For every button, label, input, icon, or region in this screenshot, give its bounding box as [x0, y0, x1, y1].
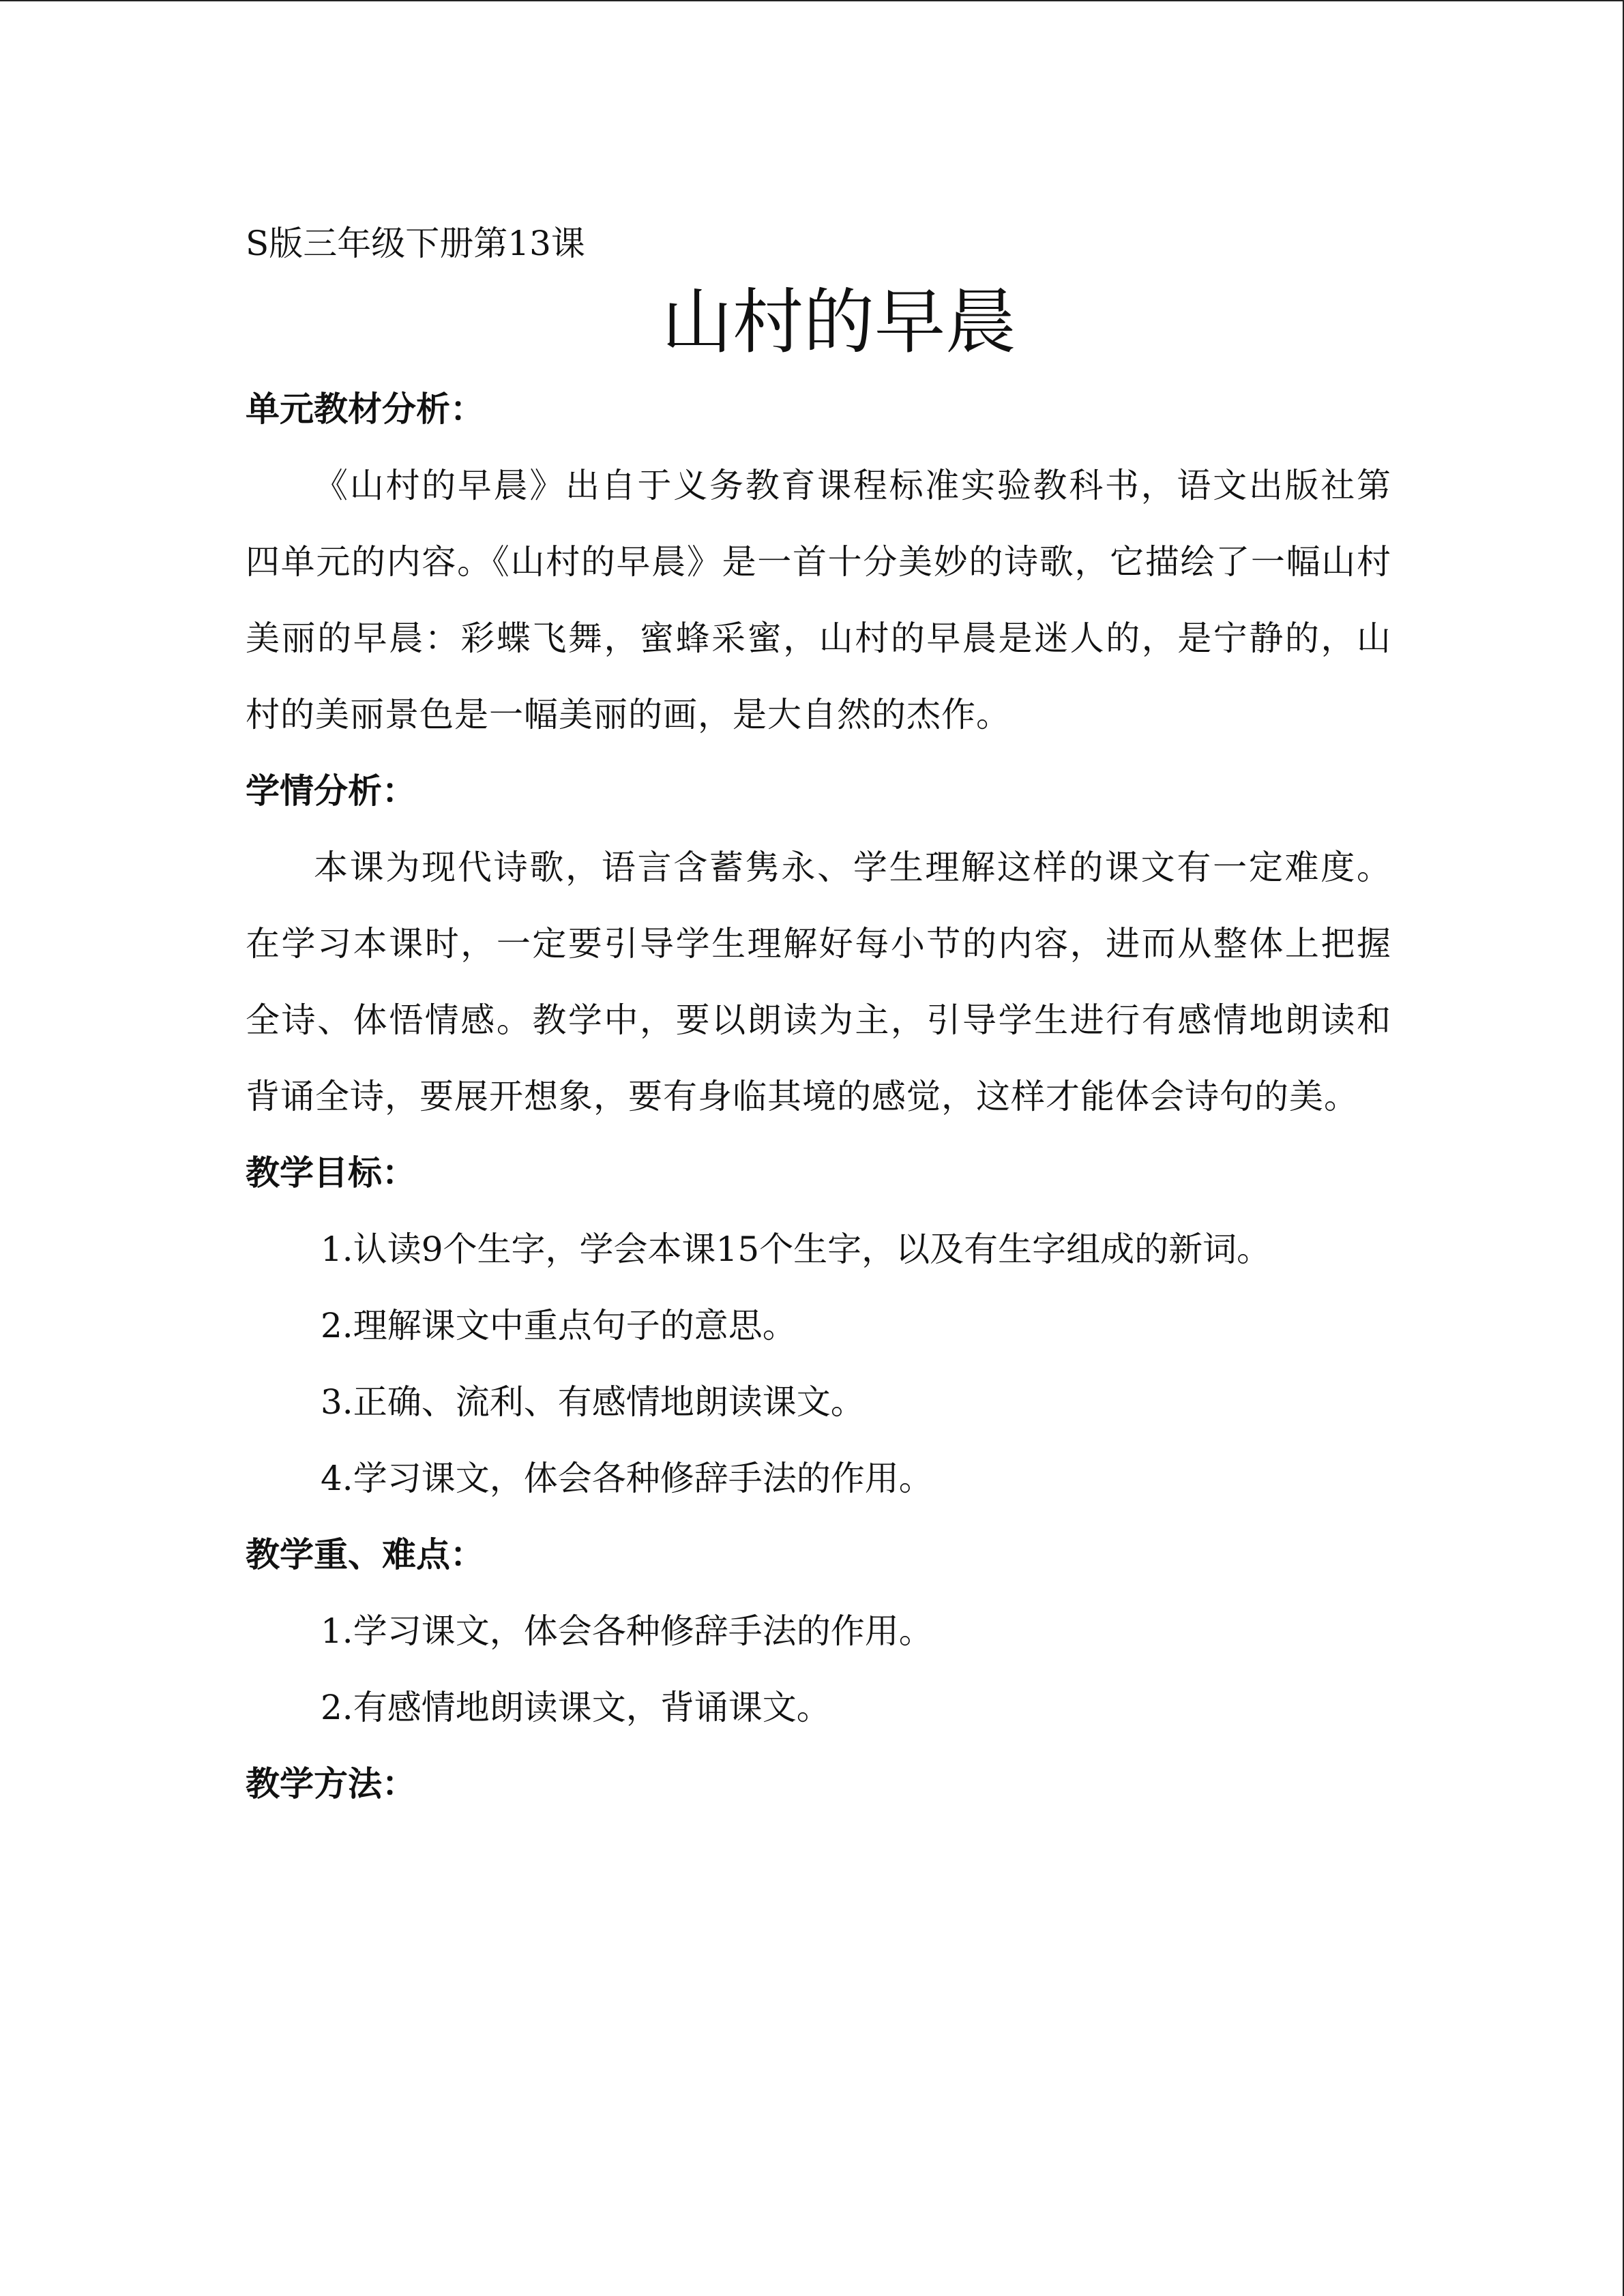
lesson-title: 山村的早晨	[661, 280, 1016, 363]
paragraph-unit-analysis: 《山村的早晨》出自于义务教育课程标准实验教科书，语文出版社第四单元的内容。《山村的早晨》是一首十分美妙的诗歌，它描绘了一幅山村美丽的早晨：彩蝶飞舞，蜜蜂采蜜，山村的早晨是迷人的，是宁静的，山村的美丽景色是一幅美丽的画，是大自然的杰作。	[246, 466, 1391, 734]
objective-item-1: 1.认读9个生字，学会本课15个生字，以及有生字组成的新词。	[321, 1229, 1271, 1269]
objective-item-2: 2.理解课文中重点句子的意思。	[321, 1306, 797, 1345]
section-heading-learning-analysis: 学情分析：	[246, 771, 416, 811]
section-heading-objectives: 教学目标：	[246, 1153, 416, 1193]
section-heading-unit-analysis: 单元教材分析：	[246, 389, 484, 429]
section-heading-key-points: 教学重、难点：	[246, 1535, 484, 1575]
paragraph-learning-analysis: 本课为现代诗歌，语言含蓄隽永、学生理解这样的课文有一定难度。在学习本课时，一定要引导学生理解好每小节的内容，进而从整体上把握全诗、体悟情感。教学中，要以朗读为主，引导学生进行有感情地朗读和背诵全诗，要展开想象，要有身临其境的感觉，这样才能体会诗句的美。	[246, 848, 1391, 1116]
objective-item-3: 3.正确、流利、有感情地朗读课文。	[321, 1382, 865, 1422]
section-heading-methods: 教学方法：	[246, 1764, 416, 1804]
key-point-item-1: 1.学习课文，体会各种修辞手法的作用。	[321, 1611, 933, 1651]
key-point-item-2: 2.有感情地朗读课文，背诵课文。	[321, 1688, 831, 1727]
lesson-subtitle: S版三年级下册第13课	[246, 224, 585, 263]
document-content	[246, 213, 1391, 1822]
objective-item-4: 4.学习课文，体会各种修辞手法的作用。	[321, 1459, 933, 1498]
